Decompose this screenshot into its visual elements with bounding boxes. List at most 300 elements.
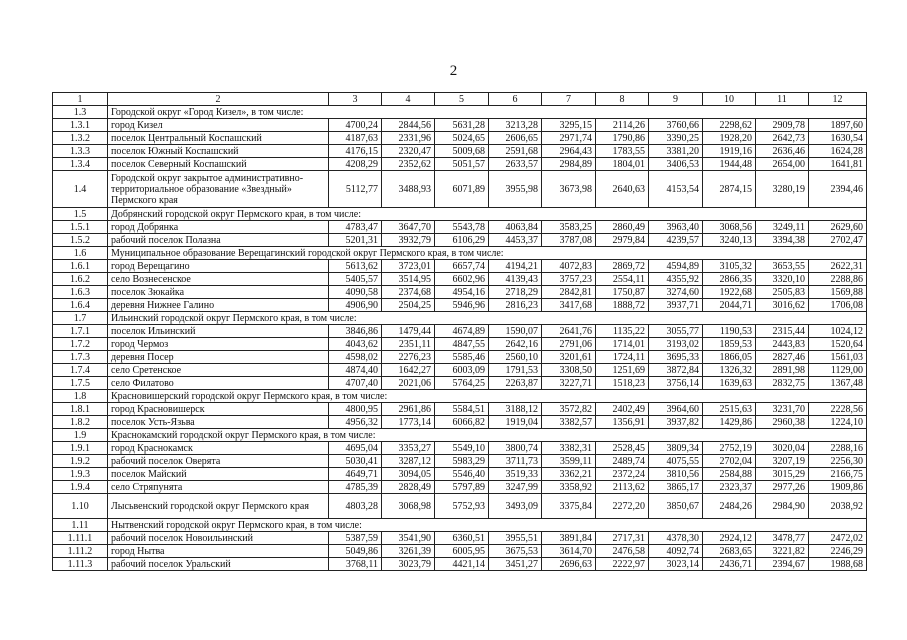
table-row xyxy=(53,351,867,364)
table-row xyxy=(53,145,867,158)
row-value: 5387,59 xyxy=(329,532,382,545)
row-value: 1988,68 xyxy=(809,558,867,571)
column-header: 7 xyxy=(542,93,596,106)
row-value: 2320,47 xyxy=(382,145,435,158)
row-value: 2554,11 xyxy=(596,273,649,286)
row-value: 3937,82 xyxy=(649,416,703,429)
row-value: 3768,11 xyxy=(329,558,382,571)
row-code: 1.11.1 xyxy=(53,532,108,545)
row-value: 1590,07 xyxy=(489,325,542,338)
row-code: 1.7 xyxy=(53,312,108,325)
row-value: 5797,89 xyxy=(435,481,489,494)
row-value: 2331,96 xyxy=(382,132,435,145)
table-row xyxy=(53,338,867,351)
row-value: 3016,62 xyxy=(756,299,809,312)
row-value: 5631,28 xyxy=(435,119,489,132)
row-value: 2246,29 xyxy=(809,545,867,558)
row-value: 4695,04 xyxy=(329,442,382,455)
row-name: город Красновишерск xyxy=(108,403,329,416)
row-value: 1367,48 xyxy=(809,377,867,390)
row-value: 4954,16 xyxy=(435,286,489,299)
table-row xyxy=(53,119,867,132)
row-value: 2636,46 xyxy=(756,145,809,158)
row-value: 1641,81 xyxy=(809,158,867,171)
row-value: 2642,73 xyxy=(756,132,809,145)
row-value: 2718,29 xyxy=(489,286,542,299)
row-code: 1.3.1 xyxy=(53,119,108,132)
row-value: 6360,51 xyxy=(435,532,489,545)
row-value: 2374,68 xyxy=(382,286,435,299)
row-value: 1639,63 xyxy=(703,377,756,390)
row-value: 3614,70 xyxy=(542,545,596,558)
row-code: 1.4 xyxy=(53,171,108,208)
row-value: 2584,88 xyxy=(703,468,756,481)
row-value: 2960,38 xyxy=(756,416,809,429)
row-value: 3810,56 xyxy=(649,468,703,481)
row-value: 2977,26 xyxy=(756,481,809,494)
row-value: 4803,28 xyxy=(329,494,382,519)
row-value: 2222,97 xyxy=(596,558,649,571)
row-value: 4378,30 xyxy=(649,532,703,545)
row-value: 3723,01 xyxy=(382,260,435,273)
row-name: город Нытва xyxy=(108,545,329,558)
row-value: 3695,33 xyxy=(649,351,703,364)
row-value: 2860,49 xyxy=(596,221,649,234)
row-value: 3787,08 xyxy=(542,234,596,247)
row-value: 6106,29 xyxy=(435,234,489,247)
row-value: 3406,53 xyxy=(649,158,703,171)
row-value: 3287,12 xyxy=(382,455,435,468)
column-header: 11 xyxy=(756,93,809,106)
row-value: 2372,24 xyxy=(596,468,649,481)
row-code: 1.9.1 xyxy=(53,442,108,455)
row-value: 5764,25 xyxy=(435,377,489,390)
row-value: 3221,82 xyxy=(756,545,809,558)
row-value: 2629,60 xyxy=(809,221,867,234)
row-value: 4187,63 xyxy=(329,132,382,145)
row-value: 4194,21 xyxy=(489,260,542,273)
row-value: 2828,49 xyxy=(382,481,435,494)
column-header: 10 xyxy=(703,93,756,106)
row-value: 4239,57 xyxy=(649,234,703,247)
row-value: 2984,89 xyxy=(542,158,596,171)
row-value: 2298,62 xyxy=(703,119,756,132)
row-value: 1866,05 xyxy=(703,351,756,364)
row-value: 6602,96 xyxy=(435,273,489,286)
row-name: Лысьвенский городской округ Пермского края xyxy=(108,494,329,519)
row-value: 3653,55 xyxy=(756,260,809,273)
row-value: 4598,02 xyxy=(329,351,382,364)
row-value: 2702,04 xyxy=(703,455,756,468)
row-code: 1.7.5 xyxy=(53,377,108,390)
section-title: Ильинский городской округ Пермского края, в том числе: xyxy=(108,312,867,325)
row-name: рабочий поселок Новоильинский xyxy=(108,532,329,545)
row-code: 1.8 xyxy=(53,390,108,403)
row-value: 3599,11 xyxy=(542,455,596,468)
row-value: 4594,89 xyxy=(649,260,703,273)
row-value: 2528,45 xyxy=(596,442,649,455)
row-value: 3247,99 xyxy=(489,481,542,494)
row-value: 1804,01 xyxy=(596,158,649,171)
row-value: 3023,14 xyxy=(649,558,703,571)
row-value: 2683,65 xyxy=(703,545,756,558)
table-row xyxy=(53,416,867,429)
row-value: 5549,10 xyxy=(435,442,489,455)
table-row xyxy=(53,545,867,558)
row-value: 2352,62 xyxy=(382,158,435,171)
row-value: 1919,16 xyxy=(703,145,756,158)
row-value: 3249,11 xyxy=(756,221,809,234)
row-value: 2114,26 xyxy=(596,119,649,132)
table-row xyxy=(53,221,867,234)
row-code: 1.7.3 xyxy=(53,351,108,364)
row-value: 3213,28 xyxy=(489,119,542,132)
row-value: 5946,96 xyxy=(435,299,489,312)
row-value: 1356,91 xyxy=(596,416,649,429)
row-value: 2791,06 xyxy=(542,338,596,351)
row-value: 2044,71 xyxy=(703,299,756,312)
row-code: 1.7.1 xyxy=(53,325,108,338)
row-code: 1.8.2 xyxy=(53,416,108,429)
row-code: 1.9.2 xyxy=(53,455,108,468)
row-code: 1.5 xyxy=(53,208,108,221)
row-value: 4139,43 xyxy=(489,273,542,286)
row-name: рабочий поселок Уральский xyxy=(108,558,329,571)
column-header: 2 xyxy=(108,93,329,106)
row-value: 2351,11 xyxy=(382,338,435,351)
row-value: 2909,78 xyxy=(756,119,809,132)
table-row xyxy=(53,494,867,519)
row-value: 3493,09 xyxy=(489,494,542,519)
row-value: 1919,04 xyxy=(489,416,542,429)
table-body xyxy=(53,93,867,571)
row-value: 3261,39 xyxy=(382,545,435,558)
column-header: 3 xyxy=(329,93,382,106)
row-value: 5983,29 xyxy=(435,455,489,468)
row-name: село Филатово xyxy=(108,377,329,390)
column-header: 1 xyxy=(53,93,108,106)
row-value: 4176,15 xyxy=(329,145,382,158)
row-value: 3583,25 xyxy=(542,221,596,234)
row-value: 2696,63 xyxy=(542,558,596,571)
row-value: 3711,73 xyxy=(489,455,542,468)
section-row xyxy=(53,390,867,403)
row-value: 3068,98 xyxy=(382,494,435,519)
row-value: 2515,63 xyxy=(703,403,756,416)
row-code: 1.5.2 xyxy=(53,234,108,247)
row-name: деревня Нижнее Галино xyxy=(108,299,329,312)
row-value: 5049,86 xyxy=(329,545,382,558)
section-row xyxy=(53,429,867,442)
page-number: 2 xyxy=(449,63,458,79)
row-value: 3541,90 xyxy=(382,532,435,545)
row-value: 6005,95 xyxy=(435,545,489,558)
row-value: 6066,82 xyxy=(435,416,489,429)
header-row xyxy=(53,93,867,106)
row-value: 2315,44 xyxy=(756,325,809,338)
row-value: 1928,20 xyxy=(703,132,756,145)
row-value: 1135,22 xyxy=(596,325,649,338)
row-value: 2288,16 xyxy=(809,442,867,455)
row-name: поселок Северный Коспашский xyxy=(108,158,329,171)
row-value: 3207,19 xyxy=(756,455,809,468)
row-name: деревня Посер xyxy=(108,351,329,364)
row-value: 2402,49 xyxy=(596,403,649,416)
row-value: 4674,89 xyxy=(435,325,489,338)
row-value: 1520,64 xyxy=(809,338,867,351)
row-value: 2971,74 xyxy=(542,132,596,145)
column-header: 4 xyxy=(382,93,435,106)
row-value: 1922,68 xyxy=(703,286,756,299)
row-value: 1224,10 xyxy=(809,416,867,429)
table-row xyxy=(53,132,867,145)
row-value: 4153,54 xyxy=(649,171,703,208)
row-value: 3955,51 xyxy=(489,532,542,545)
section-row xyxy=(53,106,867,119)
row-value: 1909,86 xyxy=(809,481,867,494)
row-name: город Добрянка xyxy=(108,221,329,234)
row-name: поселок Майский xyxy=(108,468,329,481)
row-name: поселок Зюкайка xyxy=(108,286,329,299)
row-value: 3375,84 xyxy=(542,494,596,519)
row-value: 6071,89 xyxy=(435,171,489,208)
row-code: 1.10 xyxy=(53,494,108,519)
row-value: 3227,71 xyxy=(542,377,596,390)
row-value: 3647,70 xyxy=(382,221,435,234)
row-value: 1326,32 xyxy=(703,364,756,377)
row-value: 3231,70 xyxy=(756,403,809,416)
row-code: 1.6.2 xyxy=(53,273,108,286)
section-row xyxy=(53,519,867,532)
row-value: 1773,14 xyxy=(382,416,435,429)
row-value: 2827,46 xyxy=(756,351,809,364)
row-value: 2394,67 xyxy=(756,558,809,571)
row-value: 5546,40 xyxy=(435,468,489,481)
row-value: 3320,10 xyxy=(756,273,809,286)
row-code: 1.6.3 xyxy=(53,286,108,299)
row-value: 2272,20 xyxy=(596,494,649,519)
row-code: 1.6.4 xyxy=(53,299,108,312)
row-value: 6657,74 xyxy=(435,260,489,273)
row-value: 3188,12 xyxy=(489,403,542,416)
row-code: 1.3.2 xyxy=(53,132,108,145)
row-name: поселок Усть-Язьва xyxy=(108,416,329,429)
row-value: 2641,76 xyxy=(542,325,596,338)
tariff-table xyxy=(52,92,867,571)
row-value: 2394,46 xyxy=(809,171,867,208)
row-value: 3381,20 xyxy=(649,145,703,158)
row-value: 1190,53 xyxy=(703,325,756,338)
section-title: Краснокамский городской округ Пермского края, в том числе: xyxy=(108,429,867,442)
row-value: 2702,47 xyxy=(809,234,867,247)
row-value: 3394,38 xyxy=(756,234,809,247)
row-name: село Вознесенское xyxy=(108,273,329,286)
table-row xyxy=(53,468,867,481)
row-value: 2038,92 xyxy=(809,494,867,519)
row-value: 3846,86 xyxy=(329,325,382,338)
column-header: 12 xyxy=(809,93,867,106)
section-row xyxy=(53,312,867,325)
row-value: 4072,83 xyxy=(542,260,596,273)
row-value: 3891,84 xyxy=(542,532,596,545)
row-value: 2443,83 xyxy=(756,338,809,351)
row-value: 2263,87 xyxy=(489,377,542,390)
row-value: 5201,31 xyxy=(329,234,382,247)
row-value: 1790,86 xyxy=(596,132,649,145)
row-value: 2489,74 xyxy=(596,455,649,468)
row-value: 2166,75 xyxy=(809,468,867,481)
column-header: 5 xyxy=(435,93,489,106)
row-value: 2866,35 xyxy=(703,273,756,286)
row-value: 2472,02 xyxy=(809,532,867,545)
row-value: 1714,01 xyxy=(596,338,649,351)
row-value: 3055,77 xyxy=(649,325,703,338)
row-name: рабочий поселок Полазна xyxy=(108,234,329,247)
row-value: 1724,11 xyxy=(596,351,649,364)
row-value: 3280,19 xyxy=(756,171,809,208)
row-value: 1642,27 xyxy=(382,364,435,377)
row-value: 3937,71 xyxy=(649,299,703,312)
row-code: 1.3 xyxy=(53,106,108,119)
row-name: город Кизел xyxy=(108,119,329,132)
row-value: 3193,02 xyxy=(649,338,703,351)
row-value: 1791,53 xyxy=(489,364,542,377)
row-value: 2752,19 xyxy=(703,442,756,455)
row-value: 2874,15 xyxy=(703,171,756,208)
row-value: 4785,39 xyxy=(329,481,382,494)
row-value: 3963,40 xyxy=(649,221,703,234)
row-value: 4421,14 xyxy=(435,558,489,571)
row-value: 1479,44 xyxy=(382,325,435,338)
section-title: Красновишерский городской округ Пермского края, в том числе: xyxy=(108,390,867,403)
table-row xyxy=(53,532,867,545)
row-value: 2640,63 xyxy=(596,171,649,208)
row-value: 3757,23 xyxy=(542,273,596,286)
row-value: 3519,33 xyxy=(489,468,542,481)
row-value: 1888,72 xyxy=(596,299,649,312)
row-name: поселок Ильинский xyxy=(108,325,329,338)
row-value: 5752,93 xyxy=(435,494,489,519)
row-value: 4208,29 xyxy=(329,158,382,171)
table-row xyxy=(53,325,867,338)
row-value: 2113,62 xyxy=(596,481,649,494)
row-value: 3451,27 xyxy=(489,558,542,571)
row-value: 3020,04 xyxy=(756,442,809,455)
row-code: 1.11 xyxy=(53,519,108,532)
row-value: 5405,57 xyxy=(329,273,382,286)
row-value: 5584,51 xyxy=(435,403,489,416)
table-row xyxy=(53,234,867,247)
row-value: 3094,05 xyxy=(382,468,435,481)
row-value: 2505,83 xyxy=(756,286,809,299)
row-value: 5009,68 xyxy=(435,145,489,158)
row-value: 2633,57 xyxy=(489,158,542,171)
row-value: 3105,32 xyxy=(703,260,756,273)
row-value: 3932,79 xyxy=(382,234,435,247)
row-code: 1.7.4 xyxy=(53,364,108,377)
row-value: 3362,21 xyxy=(542,468,596,481)
row-value: 2606,65 xyxy=(489,132,542,145)
row-code: 1.11.2 xyxy=(53,545,108,558)
row-value: 2484,26 xyxy=(703,494,756,519)
table-row xyxy=(53,299,867,312)
row-value: 3809,34 xyxy=(649,442,703,455)
row-value: 3955,98 xyxy=(489,171,542,208)
row-value: 4453,37 xyxy=(489,234,542,247)
row-value: 4043,62 xyxy=(329,338,382,351)
row-value: 1561,03 xyxy=(809,351,867,364)
row-value: 3353,27 xyxy=(382,442,435,455)
row-value: 3756,14 xyxy=(649,377,703,390)
row-name: село Стряпунята xyxy=(108,481,329,494)
row-value: 1944,48 xyxy=(703,158,756,171)
row-code: 1.8.1 xyxy=(53,403,108,416)
row-value: 4063,84 xyxy=(489,221,542,234)
row-code: 1.11.3 xyxy=(53,558,108,571)
row-value: 2717,31 xyxy=(596,532,649,545)
row-value: 3068,56 xyxy=(703,221,756,234)
row-value: 2504,25 xyxy=(382,299,435,312)
row-name: поселок Южный Коспашский xyxy=(108,145,329,158)
row-value: 5613,62 xyxy=(329,260,382,273)
row-value: 2591,68 xyxy=(489,145,542,158)
row-value: 4090,58 xyxy=(329,286,382,299)
row-code: 1.7.2 xyxy=(53,338,108,351)
row-value: 5051,57 xyxy=(435,158,489,171)
row-value: 3295,15 xyxy=(542,119,596,132)
row-value: 2622,31 xyxy=(809,260,867,273)
row-value: 4649,71 xyxy=(329,468,382,481)
table-row xyxy=(53,481,867,494)
row-value: 3760,66 xyxy=(649,119,703,132)
row-value: 6003,09 xyxy=(435,364,489,377)
row-value: 3308,50 xyxy=(542,364,596,377)
table-row xyxy=(53,377,867,390)
row-value: 3358,92 xyxy=(542,481,596,494)
row-value: 3850,67 xyxy=(649,494,703,519)
row-value: 2323,37 xyxy=(703,481,756,494)
row-name: город Верещагино xyxy=(108,260,329,273)
row-value: 1706,08 xyxy=(809,299,867,312)
row-name: город Чермоз xyxy=(108,338,329,351)
row-value: 3390,25 xyxy=(649,132,703,145)
row-value: 2891,98 xyxy=(756,364,809,377)
row-value: 3240,13 xyxy=(703,234,756,247)
row-value: 2844,56 xyxy=(382,119,435,132)
section-row xyxy=(53,247,867,260)
table-row xyxy=(53,442,867,455)
row-value: 5030,41 xyxy=(329,455,382,468)
row-value: 5585,46 xyxy=(435,351,489,364)
row-value: 2961,86 xyxy=(382,403,435,416)
row-value: 1783,55 xyxy=(596,145,649,158)
row-value: 1251,69 xyxy=(596,364,649,377)
row-value: 3382,31 xyxy=(542,442,596,455)
row-value: 1129,00 xyxy=(809,364,867,377)
row-value: 2436,71 xyxy=(703,558,756,571)
section-title: Нытвенский городской округ Пермского края, в том числе: xyxy=(108,519,867,532)
row-value: 3572,82 xyxy=(542,403,596,416)
row-value: 2560,10 xyxy=(489,351,542,364)
row-value: 3023,79 xyxy=(382,558,435,571)
row-value: 2842,81 xyxy=(542,286,596,299)
row-code: 1.9.4 xyxy=(53,481,108,494)
row-value: 5024,65 xyxy=(435,132,489,145)
row-value: 2288,86 xyxy=(809,273,867,286)
section-row xyxy=(53,208,867,221)
row-value: 3274,60 xyxy=(649,286,703,299)
row-code: 1.9 xyxy=(53,429,108,442)
